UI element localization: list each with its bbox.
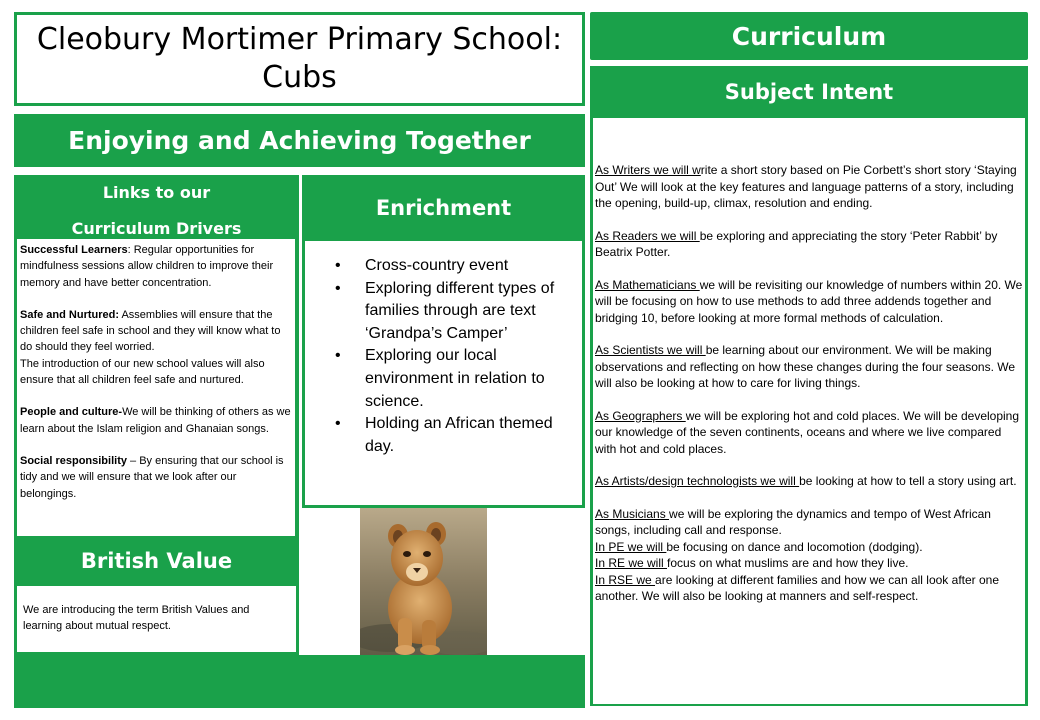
enrichment-item: • Exploring different types of families through are text ‘Grandpa’s Camper’ xyxy=(365,278,572,346)
intent-paragraph: In PE we will be focusing on dance and locomotion (dodging). xyxy=(595,539,923,554)
driver-item: People and culture-We will be thinking of others as we learn about the Islam religion and Ghanaian songs. xyxy=(20,406,291,435)
enrichment-body xyxy=(302,241,585,508)
british-value-heading: British Value xyxy=(14,539,299,583)
driver-item: Social responsibility – By ensuring that our school is tidy and we will ensure that we look after our belongings. xyxy=(20,454,284,500)
intent-paragraph: As Writers we will write a short story based on Pie Corbett’s short story ‘Staying Out’ We will look at the key features and language patterns of a story, including the opening, build-up, climax, resolution and ending. xyxy=(595,163,1017,210)
title-box xyxy=(14,12,585,106)
title-line-1: Cleobury Mortimer Primary School: xyxy=(36,22,563,57)
intent-paragraph: As Musicians we will be exploring the dynamics and tempo of West African songs, including call and response. xyxy=(595,506,991,537)
curriculum-banner: Curriculum xyxy=(590,12,1028,60)
intent-paragraph: As Mathematicians we will be revisiting our knowledge of numbers within 20. We will be focusing on how to use methods to add three addends together and bridging 10, before looking at more formal methods of calculation. xyxy=(595,277,1023,325)
enrichment-item: • Holding an African themed day. xyxy=(365,413,572,458)
intent-paragraph: As Artists/design technologists we will be looking at how to tell a story using art. xyxy=(595,474,1017,488)
enrichment-item: • Exploring our local environment in relation to science. xyxy=(365,345,572,413)
intent-paragraph: As Scientists we will be learning about our environment. We will be making observations and reflecting on how these changes during the four seasons. We will also be looking at how to care for living things. xyxy=(595,343,1016,390)
curriculum-drivers-body xyxy=(17,239,295,536)
title-line-2: Cubs xyxy=(262,60,337,95)
subject-intent-body xyxy=(593,118,1025,704)
enjoying-banner: Enjoying and Achieving Together xyxy=(14,114,585,167)
enrichment-list xyxy=(313,255,572,458)
enrichment-heading: Enrichment xyxy=(302,175,585,241)
intent-paragraph: As Geographers we will be exploring hot and cold places. We will be developing our knowledge of the seven continents, oceans and where we live compared with hot and cold places. xyxy=(595,408,1020,456)
lion-cub-image xyxy=(360,508,487,658)
intent-paragraph: In RE we will focus on what muslims are and how they live. xyxy=(595,556,909,570)
british-value-body: We are introducing the term British Values and learning about mutual respect. xyxy=(14,583,299,655)
driver-item: Safe and Nurtured: Assemblies will ensure that the children feel safe in school and they will know what to do should they feel worried. The introduction of our new school values will also ensure that all children feel safe and nurtured. xyxy=(20,308,281,387)
intent-paragraph: As Readers we will be exploring and appreciating the story ‘Peter Rabbit’ by Beatrix Potter. xyxy=(595,228,998,259)
enrichment-item: • Cross-country event xyxy=(365,255,572,278)
intent-paragraph: In RSE we are looking at different families and how we can all look after one another. We will also be looking at manners and self-respect. xyxy=(595,572,1000,603)
curriculum-drivers-heading: Links to our Curriculum Drivers xyxy=(71,183,242,238)
subject-intent-heading: Subject Intent xyxy=(724,80,894,104)
page-title xyxy=(37,21,562,97)
driver-item: Successful Learners: Regular opportunities for mindfulness sessions allow children to improve their memory and have better concentration. xyxy=(20,244,274,289)
lion-cub-illustration xyxy=(360,508,487,658)
bottom-bar xyxy=(14,655,585,708)
